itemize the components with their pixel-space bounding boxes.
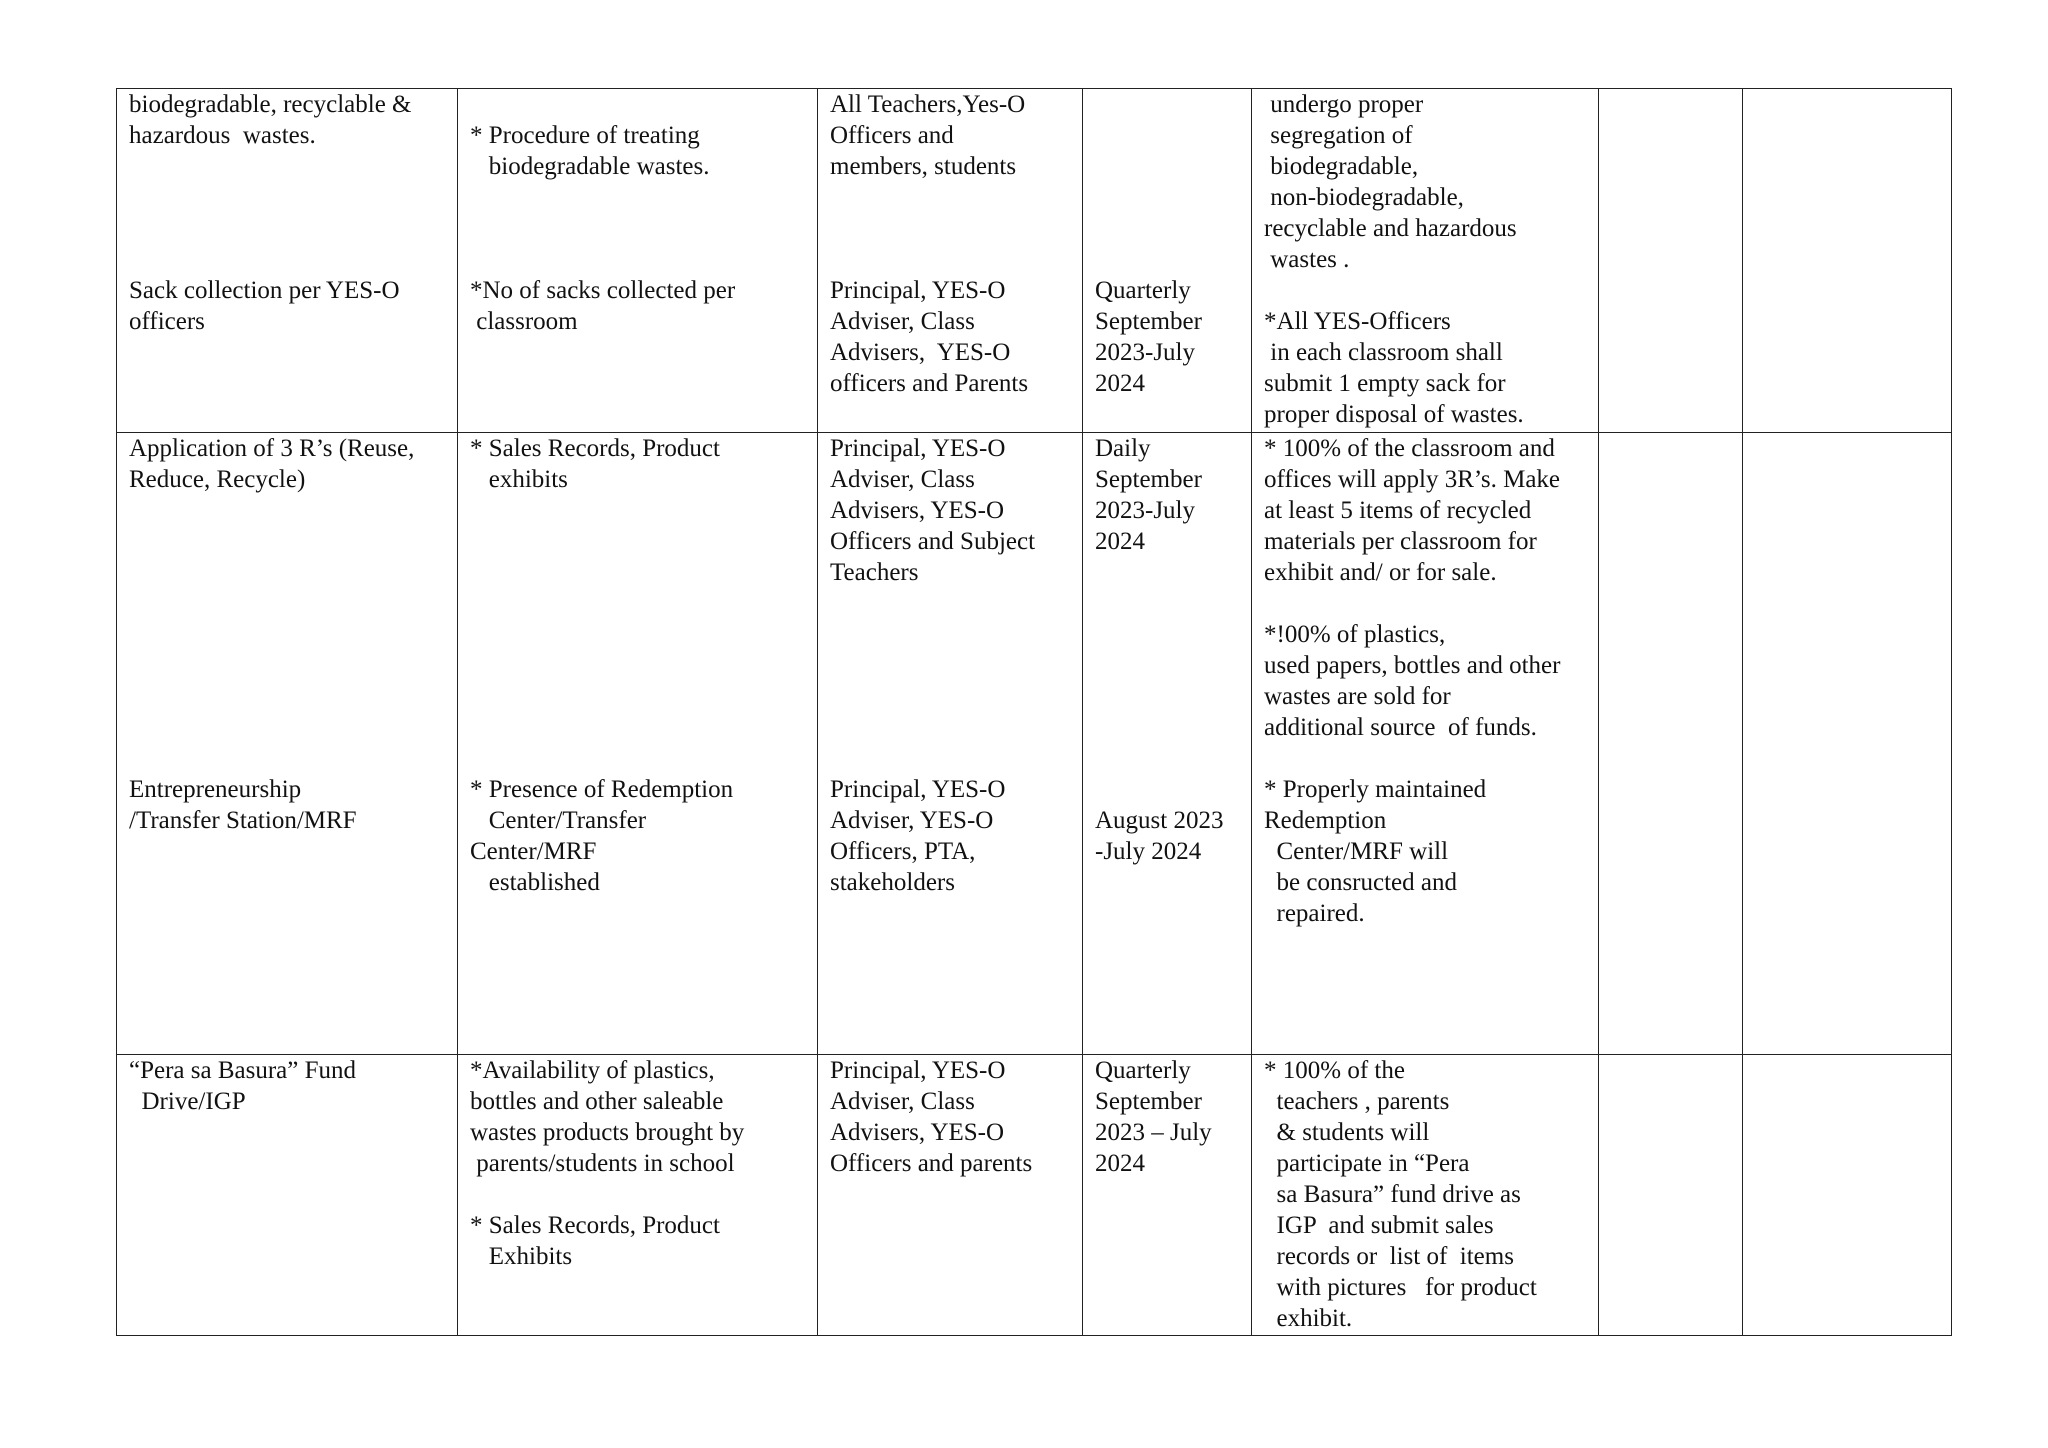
empty-cell [1743, 1055, 1952, 1336]
action-plan-table [116, 88, 1952, 1336]
table-row [117, 433, 1952, 1055]
outcome-text: * Properly maintained Redemption Center/MRF will be consructed and repaired. [1264, 776, 1487, 927]
indicator-cell [458, 433, 818, 1055]
persons-text: Principal, YES-O Adviser, Class Advisers, YES-O officers and Parents [830, 277, 1029, 397]
persons-text: Principal, YES-O Adviser, Class Advisers, YES-O Officers and parents [830, 1057, 1033, 1177]
indicator-text: * Sales Records, Product exhibits [470, 435, 720, 493]
time-frame-text: Quarterly September 2023 – July 2024 [1095, 1057, 1212, 1177]
indicator-text: * Procedure of treating biodegradable wastes. [470, 122, 710, 180]
persons-involved-cell [818, 433, 1083, 1055]
outcome-text: *!00% of plastics, used papers, bottles and other wastes are sold for additional source of funds. [1264, 621, 1561, 741]
outcome-text: * 100% of the classroom and offices will apply 3R’s. Make at least 5 items of recycled materials per classroom for exhibit and/ or for sale. [1264, 435, 1561, 586]
indicator-text: *Availability of plastics, bottles and other saleable wastes products brought by parents/students in school [470, 1057, 745, 1177]
persons-involved-cell [818, 89, 1083, 433]
activity-text: biodegradable, recyclable & hazardous wastes. [129, 91, 412, 149]
time-frame-cell [1083, 1055, 1252, 1336]
activity-cell [117, 1055, 458, 1336]
activity-text: “Pera sa Basura” Fund Drive/IGP [129, 1057, 357, 1115]
empty-cell [1599, 1055, 1743, 1336]
indicator-cell [458, 89, 818, 433]
outcome-text: *All YES-Officers in each classroom shall submit 1 empty sack for proper disposal of wastes. [1264, 308, 1524, 428]
activity-text: Sack collection per YES-O officers [129, 277, 400, 335]
persons-involved-cell [818, 1055, 1083, 1336]
empty-cell [1599, 433, 1743, 1055]
activity-cell [117, 89, 458, 433]
table-row [117, 1055, 1952, 1336]
time-frame-cell [1083, 433, 1252, 1055]
indicator-text: * Sales Records, Product Exhibits [470, 1212, 720, 1270]
activity-text: Entrepreneurship /Transfer Station/MRF [129, 776, 357, 834]
expected-outcome-cell [1252, 433, 1599, 1055]
expected-outcome-cell [1252, 1055, 1599, 1336]
time-frame-text: August 2023 -July 2024 [1095, 807, 1224, 865]
persons-text: All Teachers,Yes-O Officers and members, students [830, 91, 1026, 180]
activity-cell [117, 433, 458, 1055]
persons-text: Principal, YES-O Adviser, YES-O Officers, PTA, stakeholders [830, 776, 1006, 896]
indicator-text: *No of sacks collected per classroom [470, 277, 736, 335]
time-frame-text: Quarterly September 2023-July 2024 [1095, 277, 1202, 397]
indicator-cell [458, 1055, 818, 1336]
time-frame-text: Daily September 2023-July 2024 [1095, 435, 1202, 555]
activity-text: Application of 3 R’s (Reuse, Reduce, Recycle) [129, 435, 415, 493]
persons-text: Principal, YES-O Adviser, Class Advisers, YES-O Officers and Subject Teachers [830, 435, 1036, 586]
outcome-text: * 100% of the teachers , parents & students will participate in “Pera sa Basura” fund drive as IGP and submit sales records or list of items with pictures for product exhibit. [1264, 1057, 1537, 1332]
time-frame-cell [1083, 89, 1252, 433]
indicator-text: * Presence of Redemption Center/Transfer Center/MRF established [470, 776, 734, 896]
empty-cell [1743, 433, 1952, 1055]
empty-cell [1743, 89, 1952, 433]
outcome-text: undergo proper segregation of biodegradable, non-biodegradable, recyclable and hazardous wastes . [1264, 91, 1517, 273]
expected-outcome-cell [1252, 89, 1599, 433]
empty-cell [1599, 89, 1743, 433]
table-row [117, 89, 1952, 433]
